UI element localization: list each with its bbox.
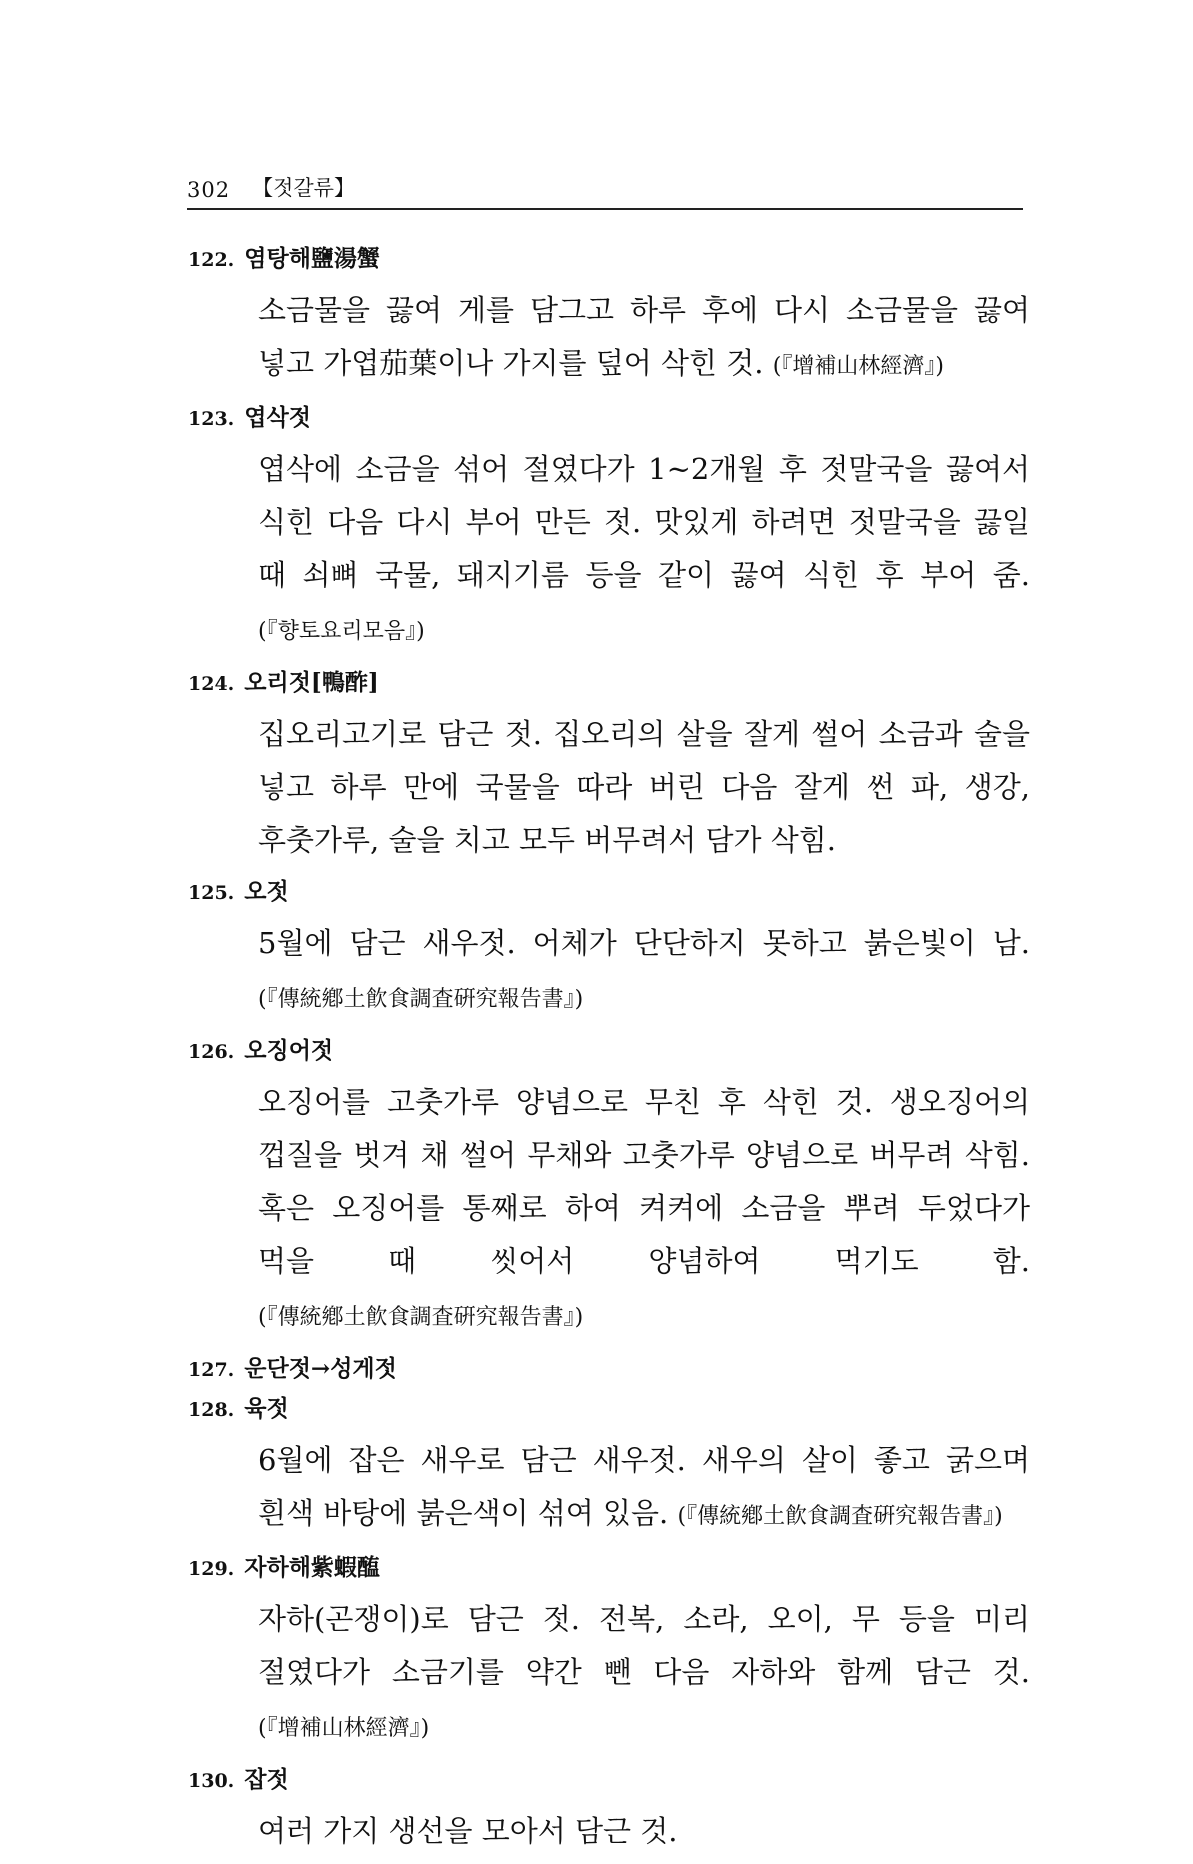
entry-body: 집오리고기로 담근 젓. 집오리의 살을 잘게 썰어 소금과 술을 넣고 하루 만에 국물을 따라 버린 다음 잘게 썬 파, 생강, 후춧가루, 술을 치고 모두 버무려서 담가 삭힘. <box>258 717 1030 857</box>
entry-source: (『增補山林經濟』) <box>772 354 944 379</box>
entry-body: 소금물을 끓여 게를 담그고 하루 후에 다시 소금물을 끓여 넣고 가엽茄葉이나 가지를 덮어 삭힌 것. (『增補山林經濟』) <box>258 293 1030 380</box>
entry-number: 122. <box>188 249 235 271</box>
entry-source: (『傳統鄕土飮食調査硏究報告書』) <box>258 1305 584 1330</box>
entry-title: 자하해紫蝦醢 <box>244 1554 380 1581</box>
entry-125 <box>188 873 1030 1026</box>
entry-title: 육젓 <box>244 1395 289 1422</box>
entry-128 <box>188 1390 1030 1543</box>
entry-number: 127. <box>188 1359 235 1381</box>
entry-130 <box>188 1761 1030 1858</box>
entry-body: 6월에 잡은 새우로 담근 새우젓. 새우의 살이 좋고 굵으며 흰색 바탕에 붉은색이 섞여 있음. (『傳統鄕土飮食調査硏究報告書』) <box>258 1443 1030 1530</box>
section-title: 【젓갈류】 <box>252 176 355 200</box>
entry-source: (『增補山林經濟』) <box>258 1716 430 1741</box>
entry-body: 오징어를 고춧가루 양념으로 무친 후 삭힌 것. 생오징어의 껍질을 벗겨 채 썰어 무채와 고춧가루 양념으로 버무려 삭힘. 혹은 오징어를 통째로 하여 켜켜에 소금을 뿌려 두었다가 먹을 때 씻어서 양념하여 먹기도 함. (『傳統鄕土飮食調査硏究報告書』) <box>258 1085 1030 1330</box>
entry-title: 오징어젓 <box>244 1037 334 1064</box>
entry-source: (『傳統鄕土飮食調査硏究報告書』) <box>258 987 584 1012</box>
entry-body: 여러 가지 생선을 모아서 담근 것. <box>258 1814 678 1848</box>
page-number: 302 <box>187 178 231 202</box>
entry-number: 125. <box>188 882 235 904</box>
entry-127 <box>188 1350 1030 1390</box>
entry-title: 잡젓 <box>244 1766 289 1793</box>
entry-number: 128. <box>188 1399 235 1421</box>
entry-number: 130. <box>188 1770 235 1792</box>
entry-source: (『향토요리모음』) <box>258 619 425 644</box>
entry-list <box>188 240 1030 1864</box>
entry-122 <box>188 240 1030 393</box>
entry-body: 5월에 담근 새우젓. 어체가 단단하지 못하고 붉은빛이 남. (『傳統鄕土飮食調査硏究報告書』) <box>258 926 1030 1012</box>
entry-title: 엽삭젓 <box>244 404 311 431</box>
entry-number: 123. <box>188 408 235 430</box>
entry-source: (『傳統鄕土飮食調査硏究報告書』) <box>677 1504 1003 1529</box>
entry-129 <box>188 1549 1030 1755</box>
entry-124 <box>188 664 1030 867</box>
entry-126 <box>188 1032 1030 1344</box>
entry-title: 염탕해鹽湯蟹 <box>244 245 380 272</box>
entry-body: 자하(곤쟁이)로 담근 젓. 전복, 소라, 오이, 무 등을 미리 절였다가 소금기를 약간 뺀 다음 자하와 함께 담근 것. (『增補山林經濟』) <box>258 1602 1030 1741</box>
entry-title: 오젓 <box>244 878 289 905</box>
entry-number: 129. <box>188 1558 235 1580</box>
entry-number: 124. <box>188 673 235 695</box>
entry-title: 오리젓[鴨酢] <box>244 669 379 696</box>
entry-number: 126. <box>188 1041 235 1063</box>
entry-title: 운단젓→성게젓 <box>244 1355 397 1382</box>
page-header <box>187 170 1023 210</box>
entry-body: 엽삭에 소금을 섞어 절였다가 1~2개월 후 젓말국을 끓여서 식힌 다음 다시 부어 만든 젓. 맛있게 하려면 젓말국을 끓일 때 쇠뼈 국물, 돼지기름 등을 같이 끓여 식힌 후 부어 줌. (『향토요리모음』) <box>258 452 1030 644</box>
entry-123 <box>188 399 1030 658</box>
